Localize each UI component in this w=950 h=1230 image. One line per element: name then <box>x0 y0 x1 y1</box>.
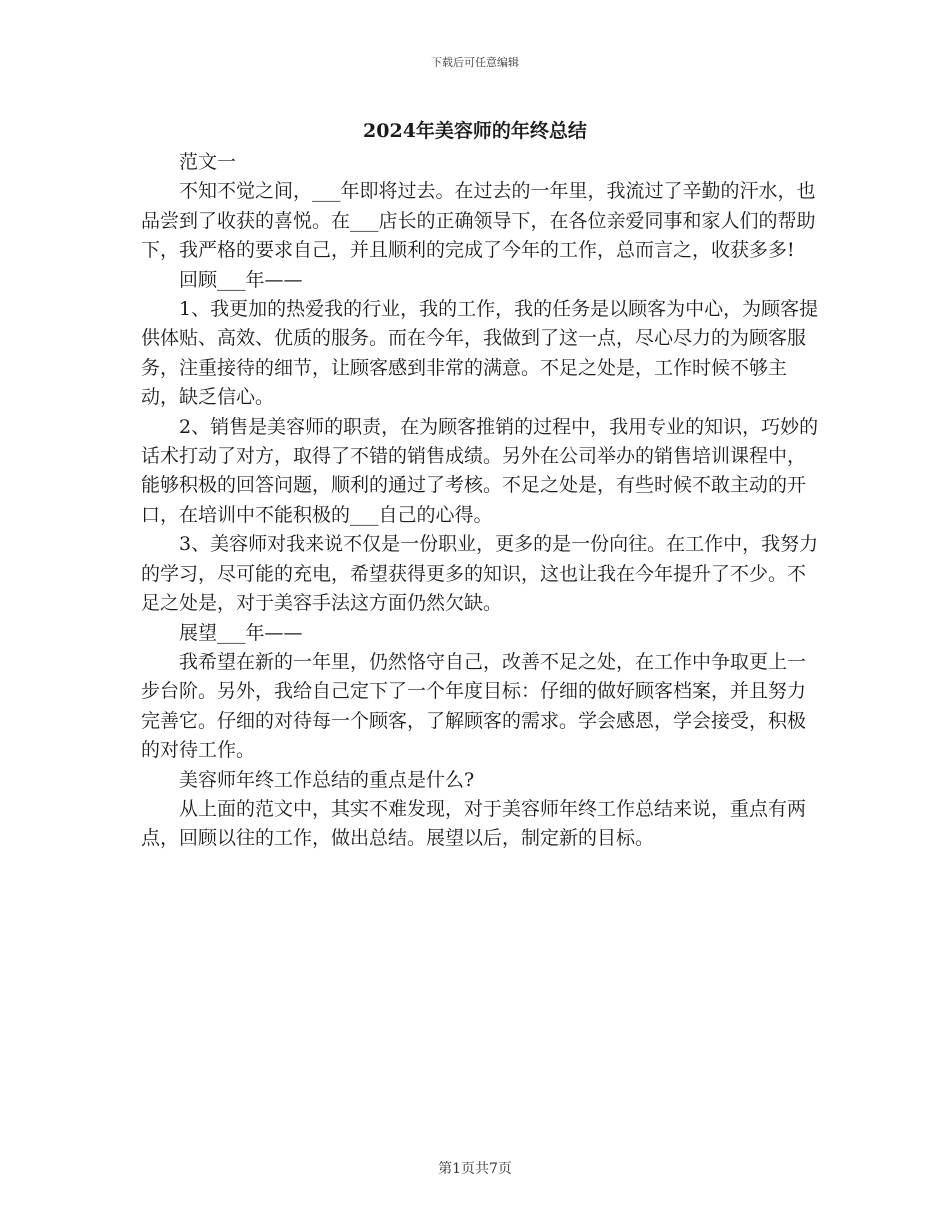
paragraph-review-heading: 回顾___年—— <box>179 268 303 291</box>
paragraph-key-points-question: 美容师年终工作总结的重点是什么? <box>179 768 475 791</box>
page-number: 第1页共7页 <box>438 1161 512 1177</box>
paragraph-review-point-3: 3、美容师对我来说不仅是一份职业，更多的是一份向往。在工作中，我努力的学习，尽可能的充电，希望获得更多的知识，这也让我在今年提升了不少。不足之处是，对于美容手法这方面仍然欠缺。 <box>141 533 819 615</box>
paragraph-intro: 不知不觉之间，___年即将过去。在过去的一年里，我流过了辛勤的汗水，也品尝到了收获的喜悦。在___店长的正确领导下，在各位亲爱同事和家人们的帮助下，我严格的要求自己，并且顺利的完成了今年的工作，总而言之，收获多多! <box>141 180 816 262</box>
paragraph-review-point-2: 2、销售是美容师的职责，在为顾客推销的过程中，我用专业的知识，巧妙的话术打动了对方，取得了不错的销售成绩。另外在公司举办的销售培训课程中，能够积极的回答问题，顺利的通过了考核。不足之处是，有些时候不敢主动的开口，在培训中不能积极的___自己的心得。 <box>141 415 819 526</box>
document-body <box>141 148 821 854</box>
document-title: 2024年美容师的年终总结 <box>363 120 587 142</box>
page-header-note: 下载后可任意编辑 <box>431 56 519 69</box>
paragraph-sample-label: 范文一 <box>179 151 237 173</box>
paragraph-review-point-1: 1、我更加的热爱我的行业，我的工作，我的任务是以顾客为中心，为顾客提供体贴、高效、优质的服务。而在今年，我做到了这一点，尽心尽力的为顾客服务，注重接待的细节，让顾客感到非常的满意。不足之处是，工作时候不够主动，缺乏信心。 <box>141 298 819 409</box>
paragraph-key-points-answer: 从上面的范文中，其实不难发现，对于美容师年终工作总结来说，重点有两点，回顾以往的工作，做出总结。展望以后，制定新的目标。 <box>141 797 807 850</box>
paragraph-outlook-heading: 展望___年—— <box>179 621 303 644</box>
paragraph-outlook: 我希望在新的一年里，仍然恪守自己，改善不足之处，在工作中争取更上一步台阶。另外，我给自己定下了一个年度目标：仔细的做好顾客档案，并且努力完善它。仔细的对待每一个顾客，了解顾客的需求。学会感恩，学会接受，积极的对待工作。 <box>141 650 807 762</box>
